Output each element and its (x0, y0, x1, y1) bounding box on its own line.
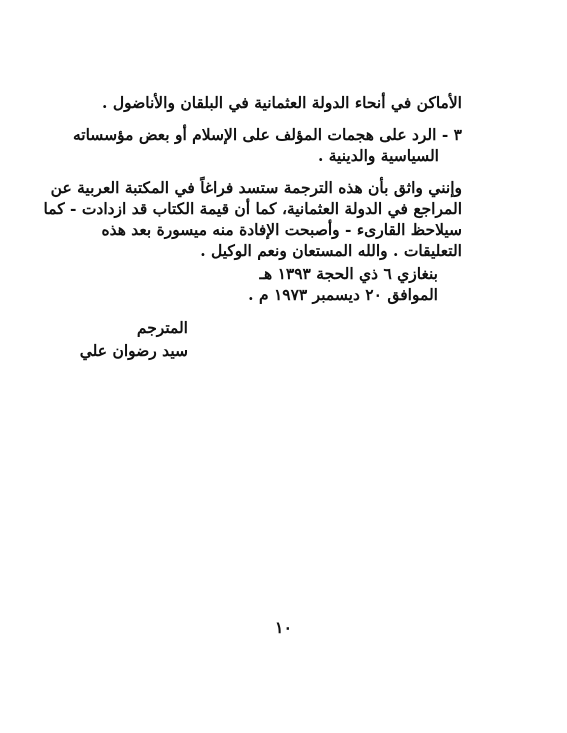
dateline-hijri: بنغازي ٦ ذي الحجة ١٣٩٣ هـ (259, 264, 438, 283)
conclusion-line-4: التعليقات . والله المستعان ونعم الوكيل . (200, 241, 462, 260)
page-number: ١٠ (274, 618, 293, 637)
intro-line-1: الأماكن في أنحاء الدولة العثمانية في البلقان والأناضول . (102, 93, 462, 112)
conclusion-line-2: المراجع في الدولة العثمانية، كما أن قيمة الكتاب قد ازدادت - كما (43, 199, 462, 218)
conclusion-line-3: سيلاحظ القارىء - وأصبحت الإفادة منه ميسورة بعد هذه (101, 220, 462, 239)
signature-name: سيد رضوان علي (79, 341, 188, 360)
dateline-gregorian: الموافق ٢٠ ديسمبر ١٩٧٣ م . (248, 285, 438, 304)
signature-role: المترجم (136, 318, 188, 337)
item3-line-2: السياسية والدينية . (317, 146, 439, 165)
item3-line-1: ٣ - الرد على هجمات المؤلف على الإسلام أو بعض مؤسساته (72, 125, 462, 144)
conclusion-line-1: وإنني واثق بأن هذه الترجمة ستسد فراغاً في المكتبة العربية عن (50, 178, 462, 197)
